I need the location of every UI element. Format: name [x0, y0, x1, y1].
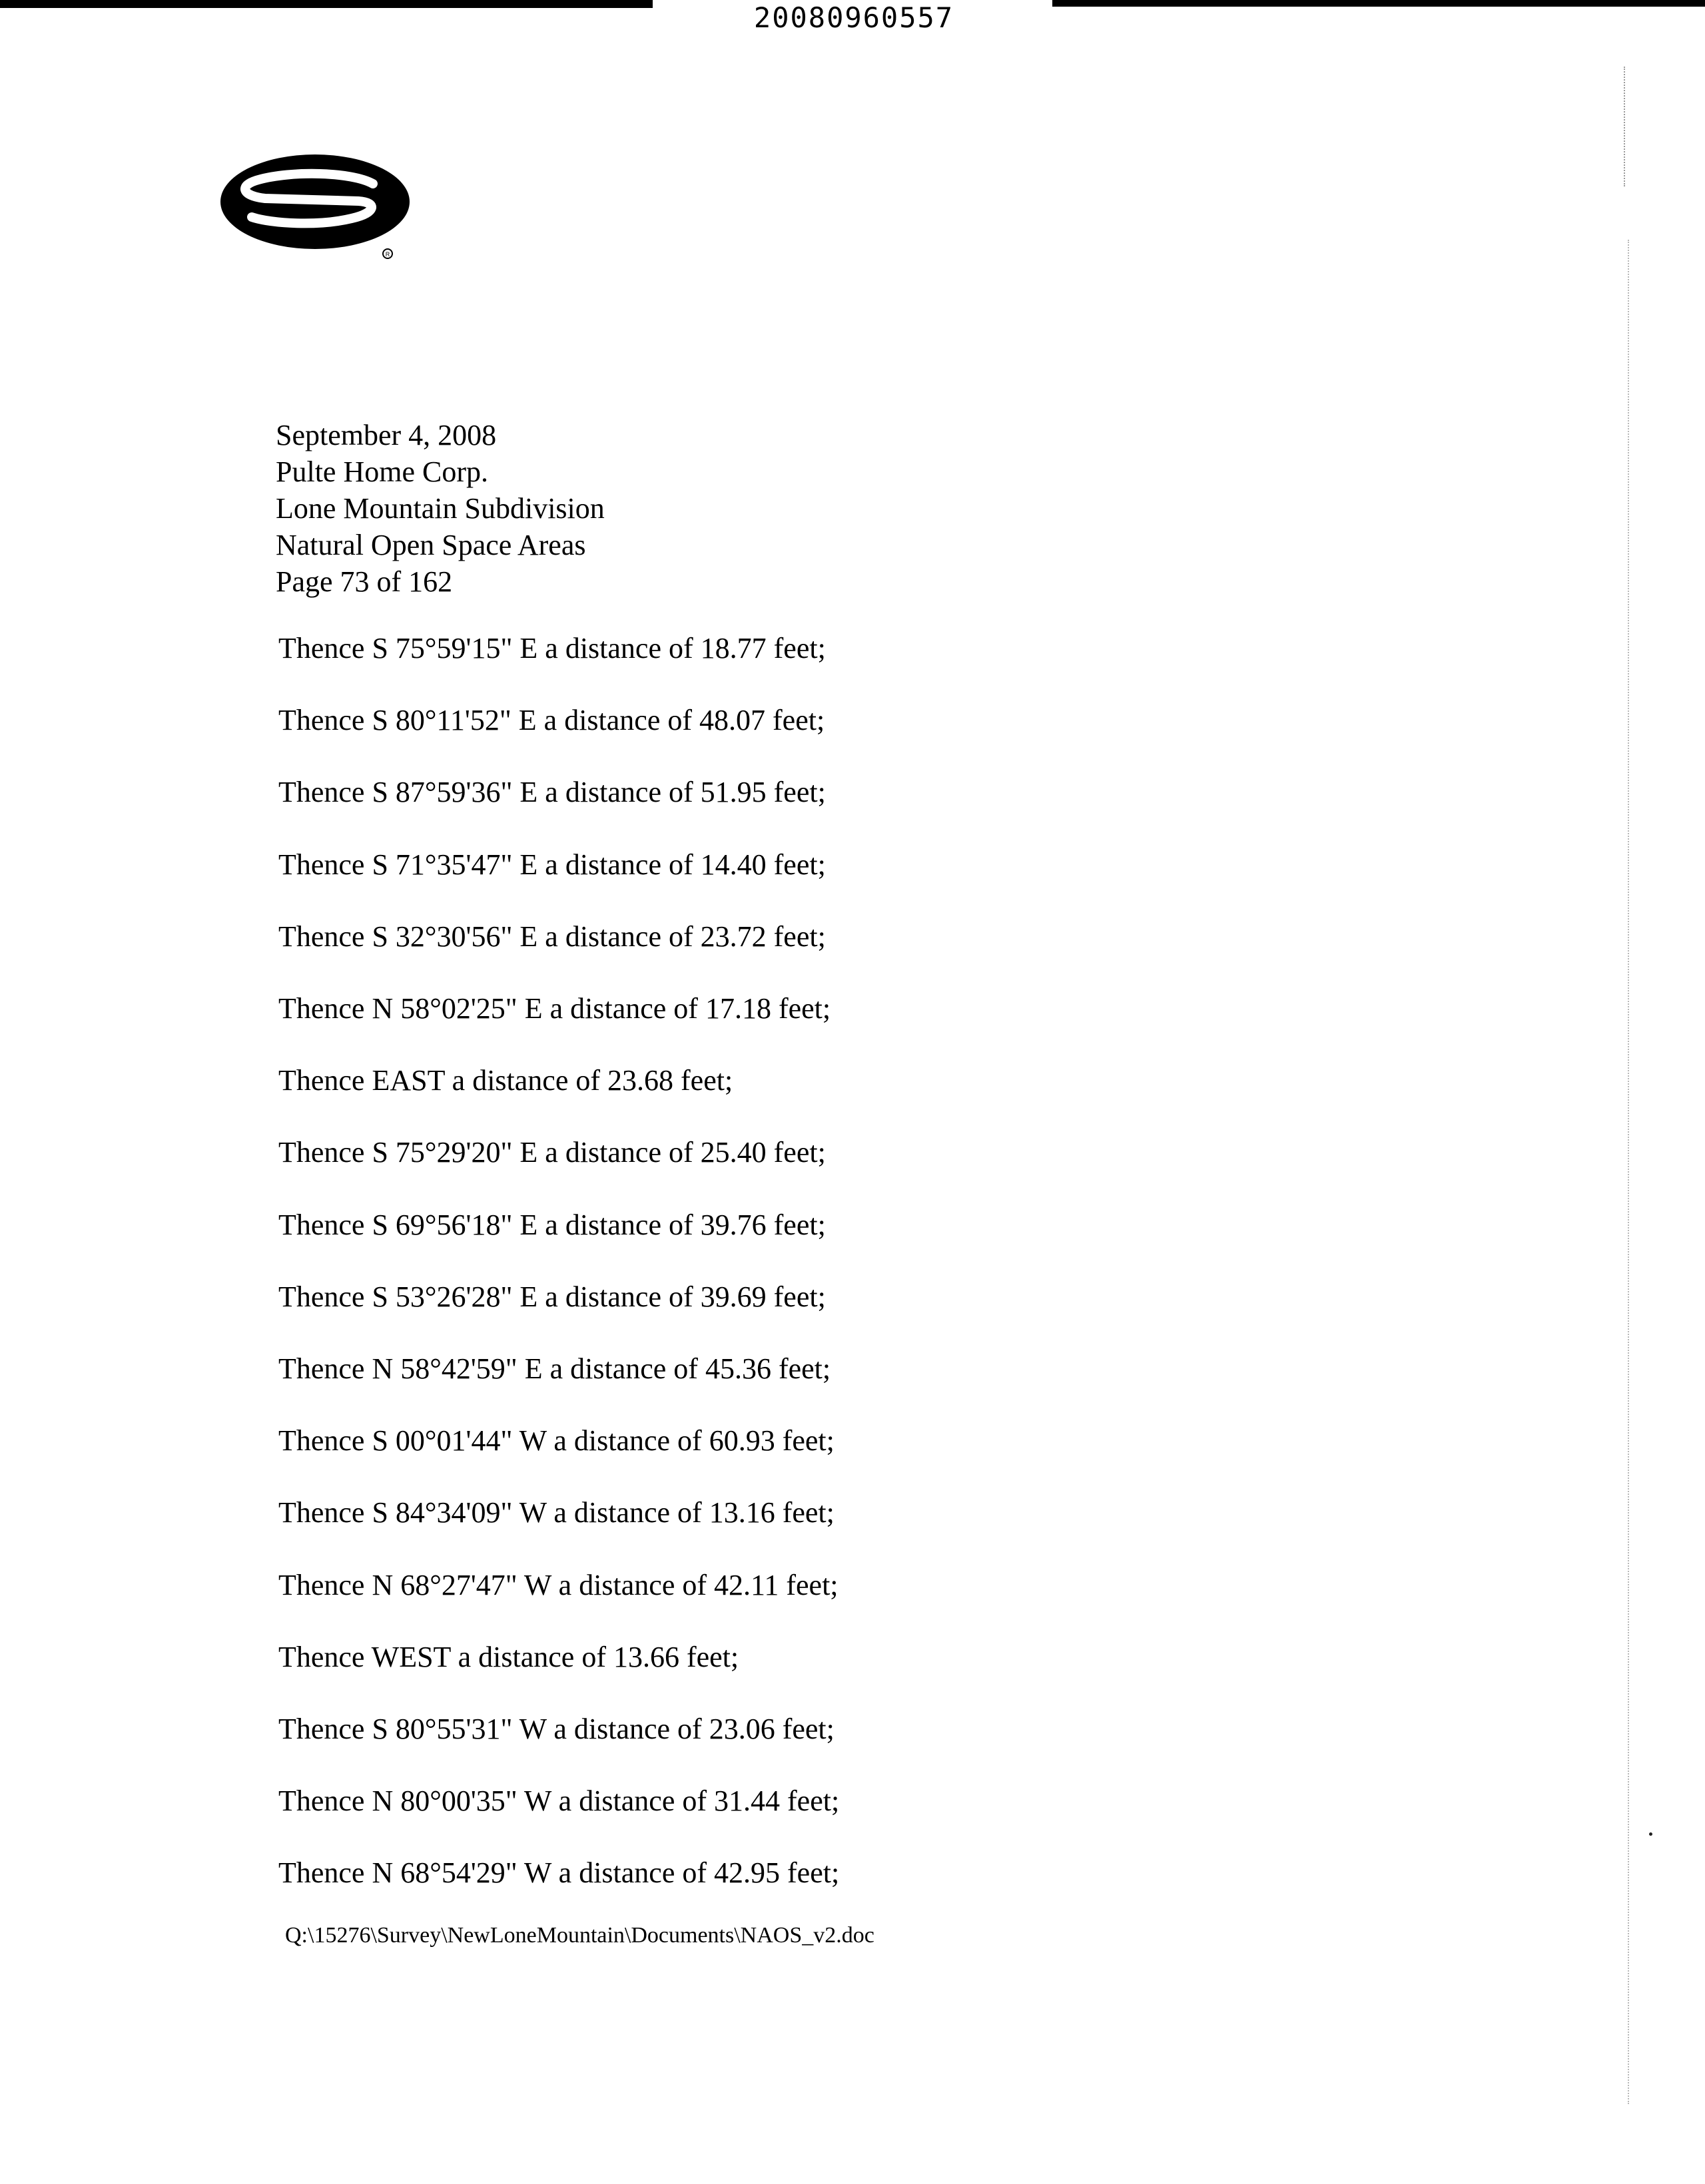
survey-call: Thence S 53°26'28" E a distance of 39.69 feet; — [278, 1280, 826, 1313]
survey-call: Thence N 80°00'35" W a distance of 31.44 feet; — [278, 1784, 840, 1817]
subdivision-name: Lone Mountain Subdivision — [276, 492, 605, 525]
survey-call: Thence EAST a distance of 23.68 feet; — [278, 1064, 733, 1097]
letter-header — [276, 417, 605, 600]
date: September 4, 2008 — [276, 419, 497, 451]
survey-call: Thence N 58°42'59" E a distance of 45.36 feet; — [278, 1352, 831, 1385]
scan-border-top-left — [0, 0, 653, 8]
survey-call: Thence S 84°34'09" W a distance of 13.16 feet; — [278, 1496, 835, 1529]
survey-call: Thence S 32°30'56" E a distance of 23.72 feet; — [278, 920, 826, 953]
document-number: 20080960557 — [753, 1, 954, 34]
scan-dot-artifact — [1649, 1832, 1652, 1836]
survey-call: Thence S 80°55'31" W a distance of 23.06 feet; — [278, 1713, 835, 1745]
page-number: Page 73 of 162 — [276, 565, 453, 598]
area-name: Natural Open Space Areas — [276, 529, 586, 561]
survey-call: Thence S 71°35'47" E a distance of 14.40 feet; — [278, 848, 826, 881]
survey-call: Thence N 68°54'29" W a distance of 42.95 feet; — [278, 1856, 840, 1889]
client-name: Pulte Home Corp. — [276, 455, 488, 488]
company-logo-icon — [218, 152, 418, 265]
survey-call: Thence S 69°56'18" E a distance of 39.76 feet; — [278, 1209, 826, 1241]
survey-call: Thence N 68°27'47" W a distance of 42.11 feet; — [278, 1569, 839, 1601]
file-path-footer: Q:\15276\Survey\NewLoneMountain\Documents\NAOS_v2.doc — [285, 1923, 874, 1948]
survey-call: Thence S 80°11'52" E a distance of 48.07 feet; — [278, 704, 825, 736]
svg-text:R: R — [385, 251, 390, 258]
survey-call: Thence S 00°01'44" W a distance of 60.93 feet; — [278, 1424, 835, 1457]
survey-call: Thence S 75°59'15" E a distance of 18.77 feet; — [278, 632, 826, 665]
survey-call: Thence WEST a distance of 13.66 feet; — [278, 1641, 739, 1673]
scan-edge-artifact — [1624, 67, 1625, 186]
survey-call: Thence S 75°29'20" E a distance of 25.40 feet; — [278, 1136, 826, 1169]
scan-edge-artifact — [1628, 240, 1629, 2104]
scan-border-top-right — [1052, 0, 1705, 7]
survey-call: Thence N 58°02'25" E a distance of 17.18 feet; — [278, 992, 831, 1025]
survey-call: Thence S 87°59'36" E a distance of 51.95 feet; — [278, 776, 826, 808]
